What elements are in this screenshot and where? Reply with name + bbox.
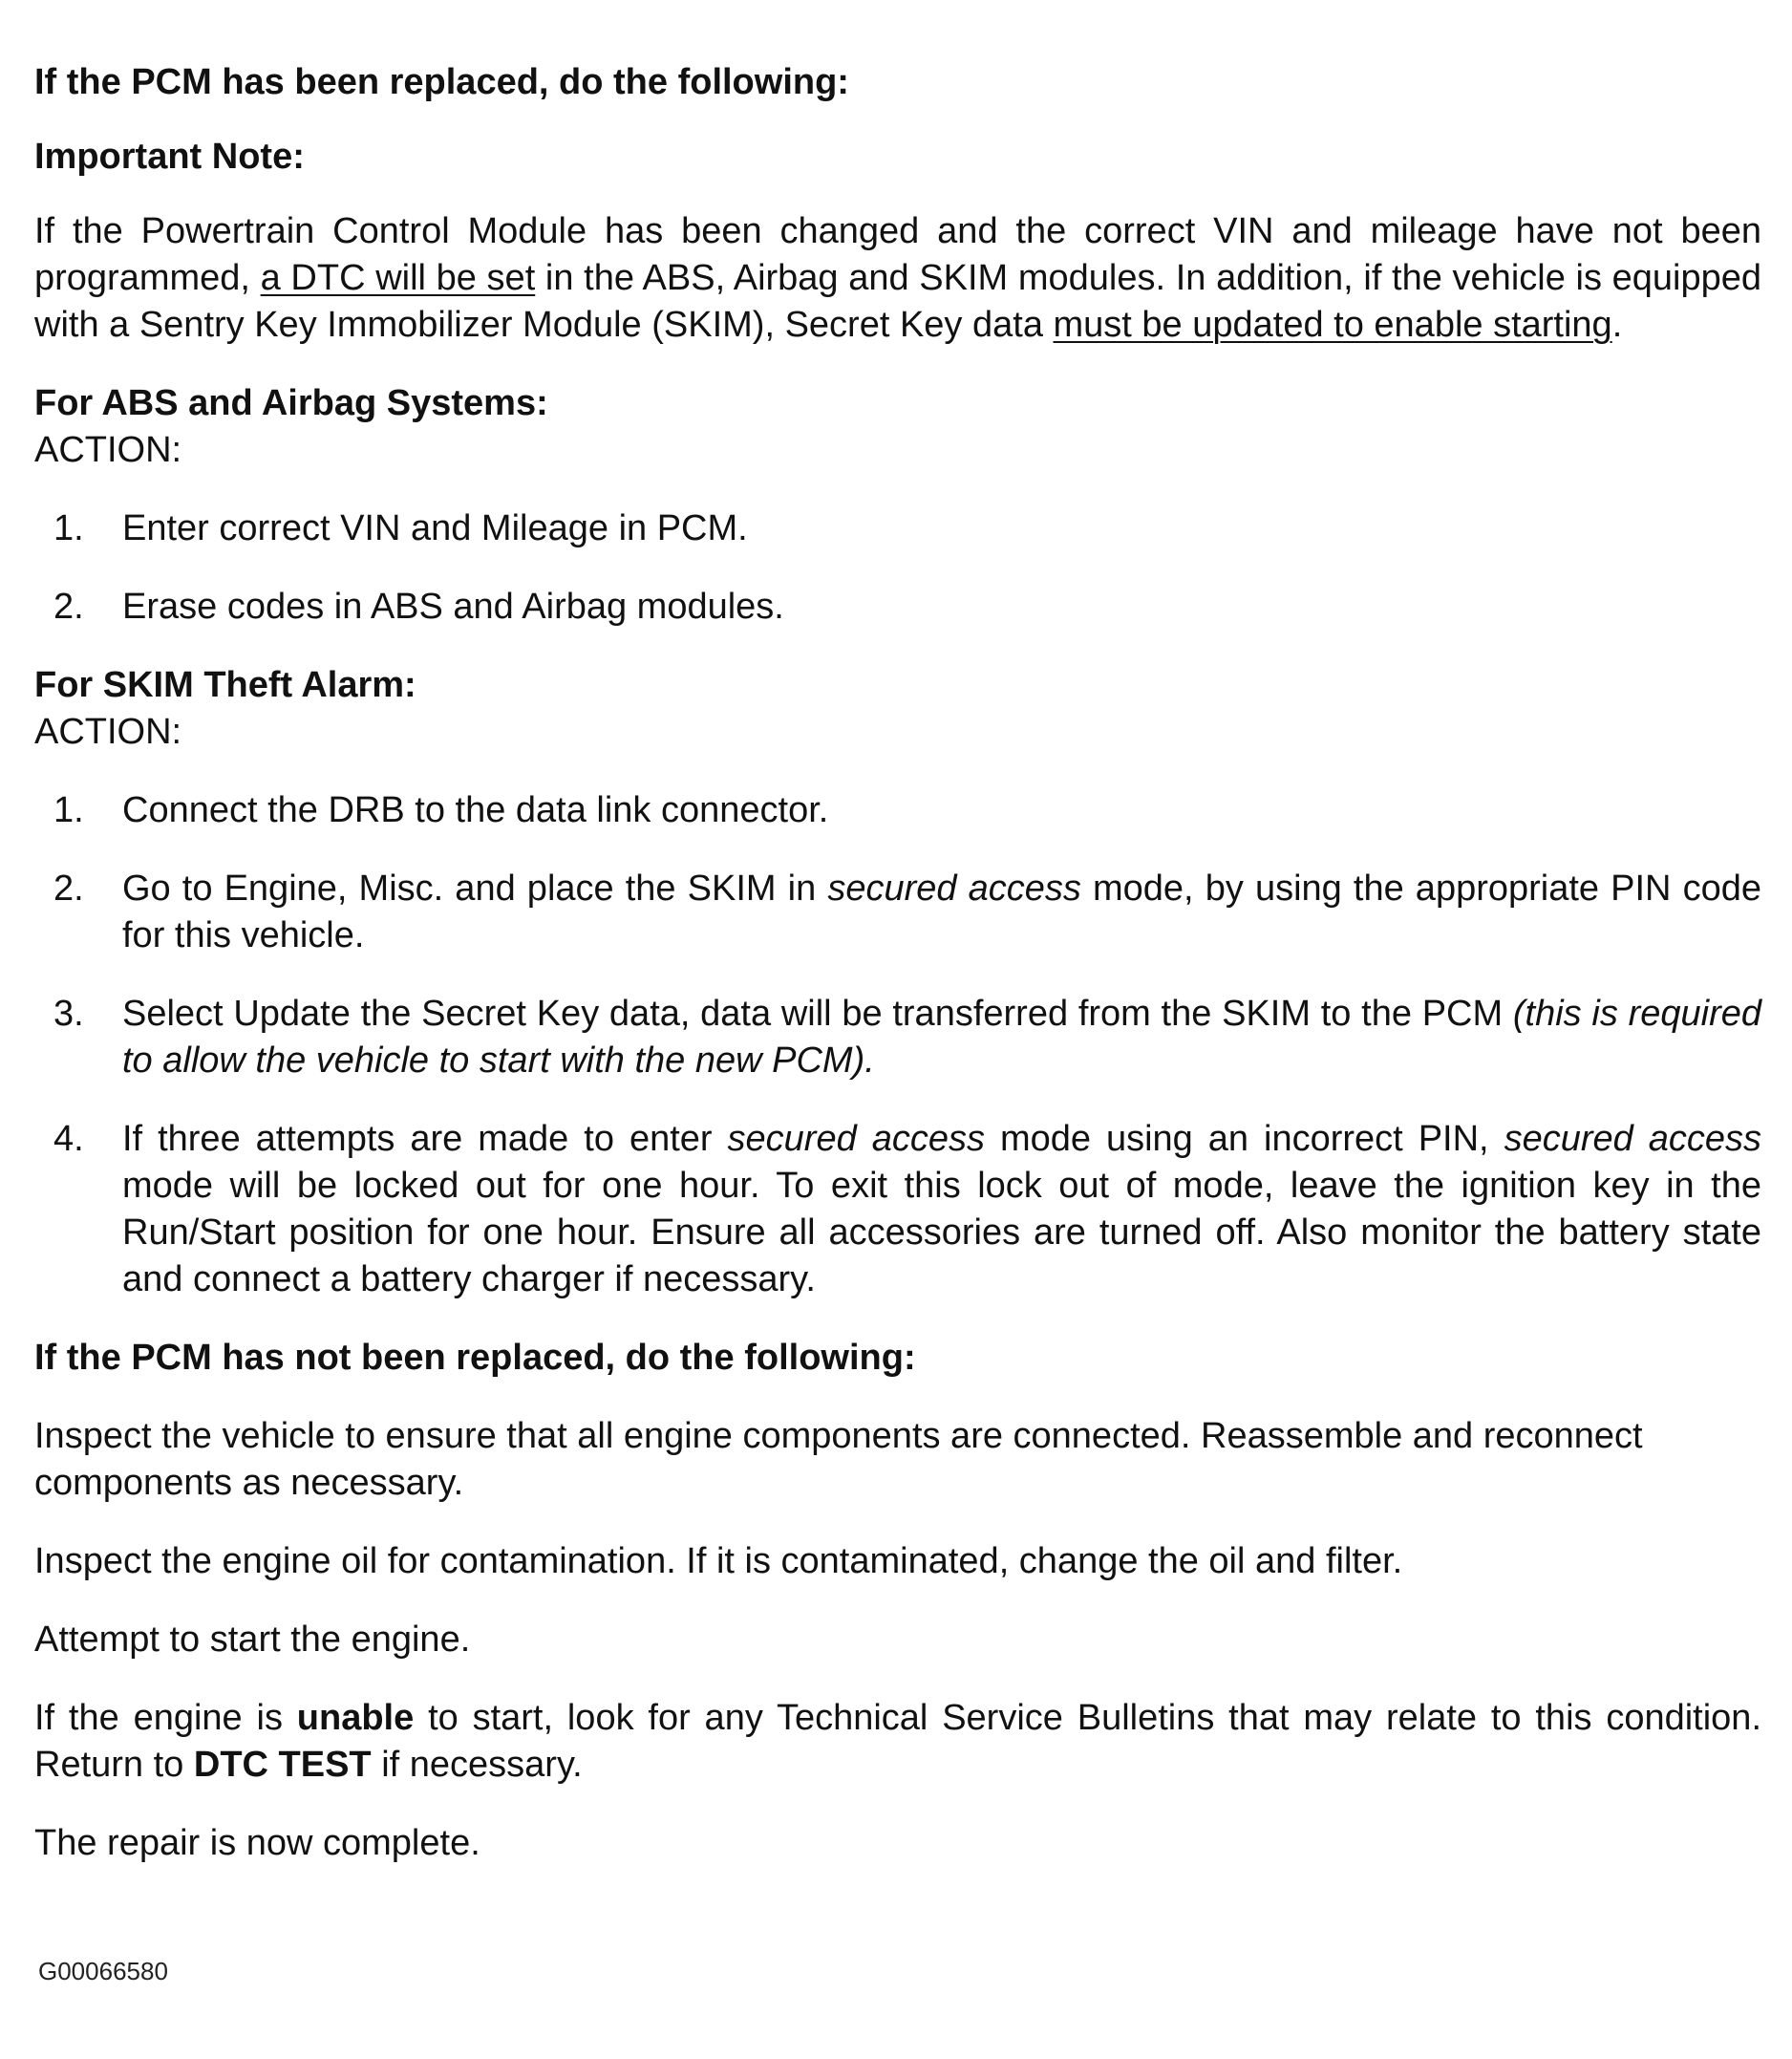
step-text: mode using an incorrect PIN, xyxy=(984,1119,1504,1159)
document-body xyxy=(34,59,1761,1867)
step-italic-text: secured access xyxy=(1504,1119,1762,1159)
note-underline-dtc: a DTC will be set xyxy=(260,258,536,298)
step-number: 3. xyxy=(53,994,84,1034)
abs-action-label: ACTION: xyxy=(34,430,182,470)
note-text-2: in the ABS, Airbag and SKIM modules. In addition, if the vehicle is equipped with a Sentry Key Immobilizer Module (SKIM), Secret Key data xyxy=(34,258,1761,345)
inspect-oil-paragraph: Inspect the engine oil for contamination. If it is contaminated, change the oil and filter. xyxy=(34,1541,1403,1581)
note-text-3: . xyxy=(1611,305,1623,345)
list-item xyxy=(34,787,1761,834)
list-item xyxy=(34,1116,1761,1303)
step-italic-text: secured access xyxy=(827,869,1081,909)
paragraph-text: to start, look for any Technical Service Bulletins that may relate to this condition. Return to xyxy=(34,1698,1761,1785)
pcm-not-replaced-heading: If the PCM has not been replaced, do the following: xyxy=(34,1338,916,1378)
list-item xyxy=(34,505,1761,552)
paragraph-text: if necessary. xyxy=(371,1745,583,1785)
important-note-paragraph xyxy=(34,208,1761,349)
note-text-1: If the Powertrain Control Module has been changed and the correct VIN and mileage have not been programmed, xyxy=(34,211,1761,298)
pcm-replaced-heading: If the PCM has been replaced, do the following: xyxy=(34,62,849,102)
step-text: Erase codes in ABS and Airbag modules. xyxy=(122,587,784,627)
list-item xyxy=(34,584,1761,631)
step-italic-text: secured access xyxy=(727,1119,985,1159)
unable-to-start-paragraph xyxy=(34,1695,1761,1789)
important-note-heading: Important Note: xyxy=(34,137,305,177)
figure-code: G00066580 xyxy=(38,1957,168,1985)
step-text: mode will be locked out for one hour. To exit this lock out of mode, leave the ignition key in the Run/Start position for one hour. Ensure all accessories are turned off. Also monitor the battery state and connect a battery charger if necessary. xyxy=(122,1166,1761,1299)
abs-airbag-heading: For ABS and Airbag Systems: xyxy=(34,383,548,423)
step-number: 2. xyxy=(53,869,84,909)
step-number: 1. xyxy=(53,790,84,830)
step-text: Go to Engine, Misc. and place the SKIM in xyxy=(122,869,828,909)
step-text: mode, by using the appropriate PIN code for this vehicle. xyxy=(122,869,1761,955)
skim-action-label: ACTION: xyxy=(34,712,182,752)
bold-dtc-test: DTC TEST xyxy=(193,1745,372,1785)
list-item xyxy=(34,866,1761,959)
step-number: 2. xyxy=(53,587,84,627)
step-text: If three attempts are made to enter xyxy=(122,1119,728,1159)
paragraph-text: If the engine is xyxy=(34,1698,297,1738)
list-item xyxy=(34,991,1761,1084)
step-number: 4. xyxy=(53,1119,84,1159)
repair-complete-paragraph: The repair is now complete. xyxy=(34,1823,480,1863)
bold-unable: unable xyxy=(296,1698,415,1738)
step-text: Connect the DRB to the data link connector. xyxy=(122,790,829,830)
step-number: 1. xyxy=(53,508,84,548)
step-text: Enter correct VIN and Mileage in PCM. xyxy=(122,508,748,548)
skim-heading: For SKIM Theft Alarm: xyxy=(34,665,416,705)
step-text: Select Update the Secret Key data, data will be transferred from the SKIM to the PCM xyxy=(122,994,1513,1034)
skim-steps-list xyxy=(34,787,1761,1303)
attempt-start-paragraph: Attempt to start the engine. xyxy=(34,1619,471,1660)
inspect-components-paragraph: Inspect the vehicle to ensure that all engine components are connected. Reassemble and reconnect components as necessary. xyxy=(34,1416,1643,1503)
abs-steps-list xyxy=(34,505,1761,631)
note-underline-secret-key: must be updated to enable starting xyxy=(1053,305,1612,345)
step-italic-text: (this is required to allow the vehicle to start with the new PCM). xyxy=(122,994,1761,1081)
